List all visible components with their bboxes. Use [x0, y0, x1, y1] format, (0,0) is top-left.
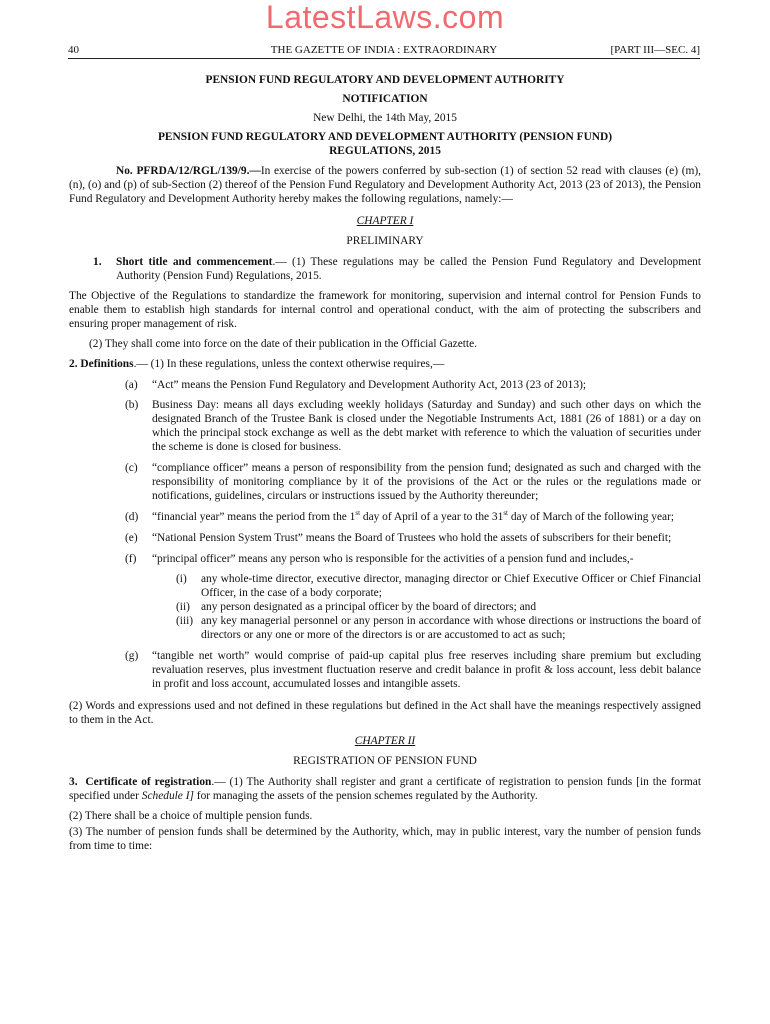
section-3-2: (2) There shall be a choice of multiple pension funds.: [69, 810, 313, 822]
definition-g: [125, 649, 701, 691]
definition-g-label: (g): [125, 650, 139, 662]
regulation-title-line-2: REGULATIONS, 2015: [329, 145, 441, 157]
definition-f-ii-label: (ii): [176, 601, 190, 613]
definition-a-label: (a): [125, 379, 138, 391]
definition-e-label: (e): [125, 532, 138, 544]
definition-f-i-text: any whole-time director, executive director, managing director or Chief Executive Officer or Chief Financial Officer, in the case of a body corporate;: [201, 573, 701, 599]
section-2-number: 2.: [69, 358, 78, 370]
section-1-2: (2) They shall come into force on the date of their publication in the Official Gazette.: [89, 338, 477, 350]
section-3: [69, 775, 701, 803]
part-section: [PART III—SEC. 4]: [610, 44, 700, 56]
definition-d: [125, 510, 701, 524]
notification-number: No. PFRDA/12/RGL/139/9.—: [116, 165, 261, 177]
section-1-number: 1.: [93, 256, 102, 268]
definition-f-iii: [176, 614, 701, 642]
regulation-title-line-1: PENSION FUND REGULATORY AND DEVELOPMENT AUTHORITY (PENSION FUND): [157, 131, 613, 143]
section-3-3: (3) The number of pension funds shall be determined by the Authority, which, may in public interest, vary the number of pension funds from time to time:: [69, 826, 701, 852]
chapter-2-title: REGISTRATION OF PENSION FUND: [293, 755, 477, 767]
section-3-body-2: for managing the assets of the pension schemes regulated by the Authority.: [193, 790, 538, 802]
chapter-2-label: [69, 734, 701, 748]
superscript-st: st: [355, 509, 361, 518]
definition-f-iii-text: any key managerial personnel or any person in accordance with whose directions or instructions the board of directors or any one or more of the directors is or are accustomed to act as such;: [201, 615, 701, 641]
definition-b-text: Business Day: means all days excluding weekly holidays (Saturday and Sunday) and such other days on which the designated Branch of the Trustee Bank is closed under the Negotiable Instruments Act, 1881 (26 of 1881) or a day on which the principal stock exchange as well as the debt market with reference to which the valuation of securities under the scheme is done is closed for business.: [152, 399, 701, 453]
preamble: [69, 164, 701, 206]
definition-f: [125, 552, 701, 566]
definition-d-label: (d): [125, 511, 139, 523]
definition-f-i: [176, 572, 701, 600]
section-1: [93, 255, 701, 283]
section-2: [69, 357, 701, 371]
header-rule: [68, 58, 700, 59]
schedule-reference: Schedule I]: [141, 790, 194, 802]
definition-a: [125, 378, 701, 392]
section-3-number: 3.: [69, 776, 78, 788]
section-3-heading: Certificate of registration: [85, 776, 212, 788]
section-1-heading: Short title and commencement: [116, 256, 273, 268]
section-1-text: [116, 255, 701, 283]
definition-f-i-label: (i): [176, 573, 187, 585]
objective-paragraph: The Objective of the Regulations to standardize the framework for monitoring, supervision and internal control for Pension Funds to enable them to establish high standards for internal control and operational conduct, with the aim of protecting the subscribers and ensuring proper management of risk.: [69, 290, 701, 330]
definition-d-part-1: “financial year” means the period from the 1: [152, 511, 356, 523]
section-1-body: .— (1) These regulations may be called the Pension Fund Regulatory and Development Authority (Pension Fund) Regulations, 2015.: [116, 256, 702, 282]
definition-f-text: “principal officer” means any person who is responsible for the activities of a pension fund and includes,-: [152, 553, 634, 565]
document-body: [69, 73, 701, 853]
definition-f-label: (f): [125, 553, 137, 565]
definition-g-text: “tangible net worth” would comprise of paid-up capital plus free reserves including share premium but excluding revaluation reserves, plus investment fluctuation reserve and credit balance in profit & loss account, less debit balance in profit and loss account, accumulated losses and intangible assets.: [152, 650, 701, 690]
chapter-1-label: [69, 214, 701, 228]
chapter-1-label-text: CHAPTER I: [356, 215, 414, 227]
definition-e-text: “National Pension System Trust” means the Board of Trustees who hold the assets of subscribers for their benefit;: [152, 532, 672, 544]
definition-d-part-3: day of March of the following year;: [508, 511, 675, 523]
definition-f-iii-label: (iii): [176, 615, 194, 627]
page-number: 40: [68, 44, 79, 56]
definition-d-part-2: day of April of a year to the 31: [360, 511, 504, 523]
definition-c-text: “compliance officer” means a person of responsibility from the pension fund; designated as such and charged with the responsibility of monitoring compliance by it of the provisions of the Act or the rules or the regulations made or notifications, guidelines, circulars or instructions issued by the Authority thereunder;: [152, 462, 701, 502]
definition-f-ii-text: any person designated as a principal officer by the board of directors; and: [201, 601, 537, 613]
section-2-2: (2) Words and expressions used and not defined in these regulations but defined in the Act shall have the meanings respectively assigned to them in the Act.: [69, 700, 701, 726]
place-date: New Delhi, the 14th May, 2015: [313, 112, 457, 124]
preamble-text: In exercise of the powers conferred by sub-section (1) of section 52 read with clauses (e) (m), (n), (o) and (p) of sub-Section (2) thereof of the Pension Fund Regulatory and Development Authority Act, 2013 (23 of 2013), the Pension Fund Regulatory and Development Authority hereby makes the following regulations, namely:—: [69, 165, 701, 205]
gazette-title: THE GAZETTE OF INDIA : EXTRAORDINARY: [270, 44, 498, 56]
section-2-heading: Definitions: [80, 358, 134, 370]
definition-a-text: “Act” means the Pension Fund Regulatory and Development Authority Act, 2013 (23 of 2013);: [152, 379, 587, 391]
watermark: LatestLaws.com: [265, 0, 505, 35]
authority-heading: PENSION FUND REGULATORY AND DEVELOPMENT AUTHORITY: [205, 74, 565, 86]
superscript-st: st: [503, 509, 508, 518]
chapter-1-title: PRELIMINARY: [346, 235, 424, 247]
definition-c-label: (c): [125, 462, 138, 474]
definition-d-text: [152, 510, 701, 524]
definition-f-ii: [176, 600, 701, 614]
notification-heading: NOTIFICATION: [342, 93, 428, 105]
section-3-body-1: .— (1) The Authority shall register and grant a certificate of registration to pension funds [in the format specified under: [69, 776, 701, 802]
chapter-2-label-text: CHAPTER II: [354, 735, 416, 747]
definition-b-label: (b): [125, 399, 139, 411]
definition-e: [125, 531, 701, 545]
section-2-body: .— (1) In these regulations, unless the context otherwise requires,—: [133, 358, 445, 370]
definition-b: [125, 398, 701, 454]
definition-c: [125, 461, 701, 503]
